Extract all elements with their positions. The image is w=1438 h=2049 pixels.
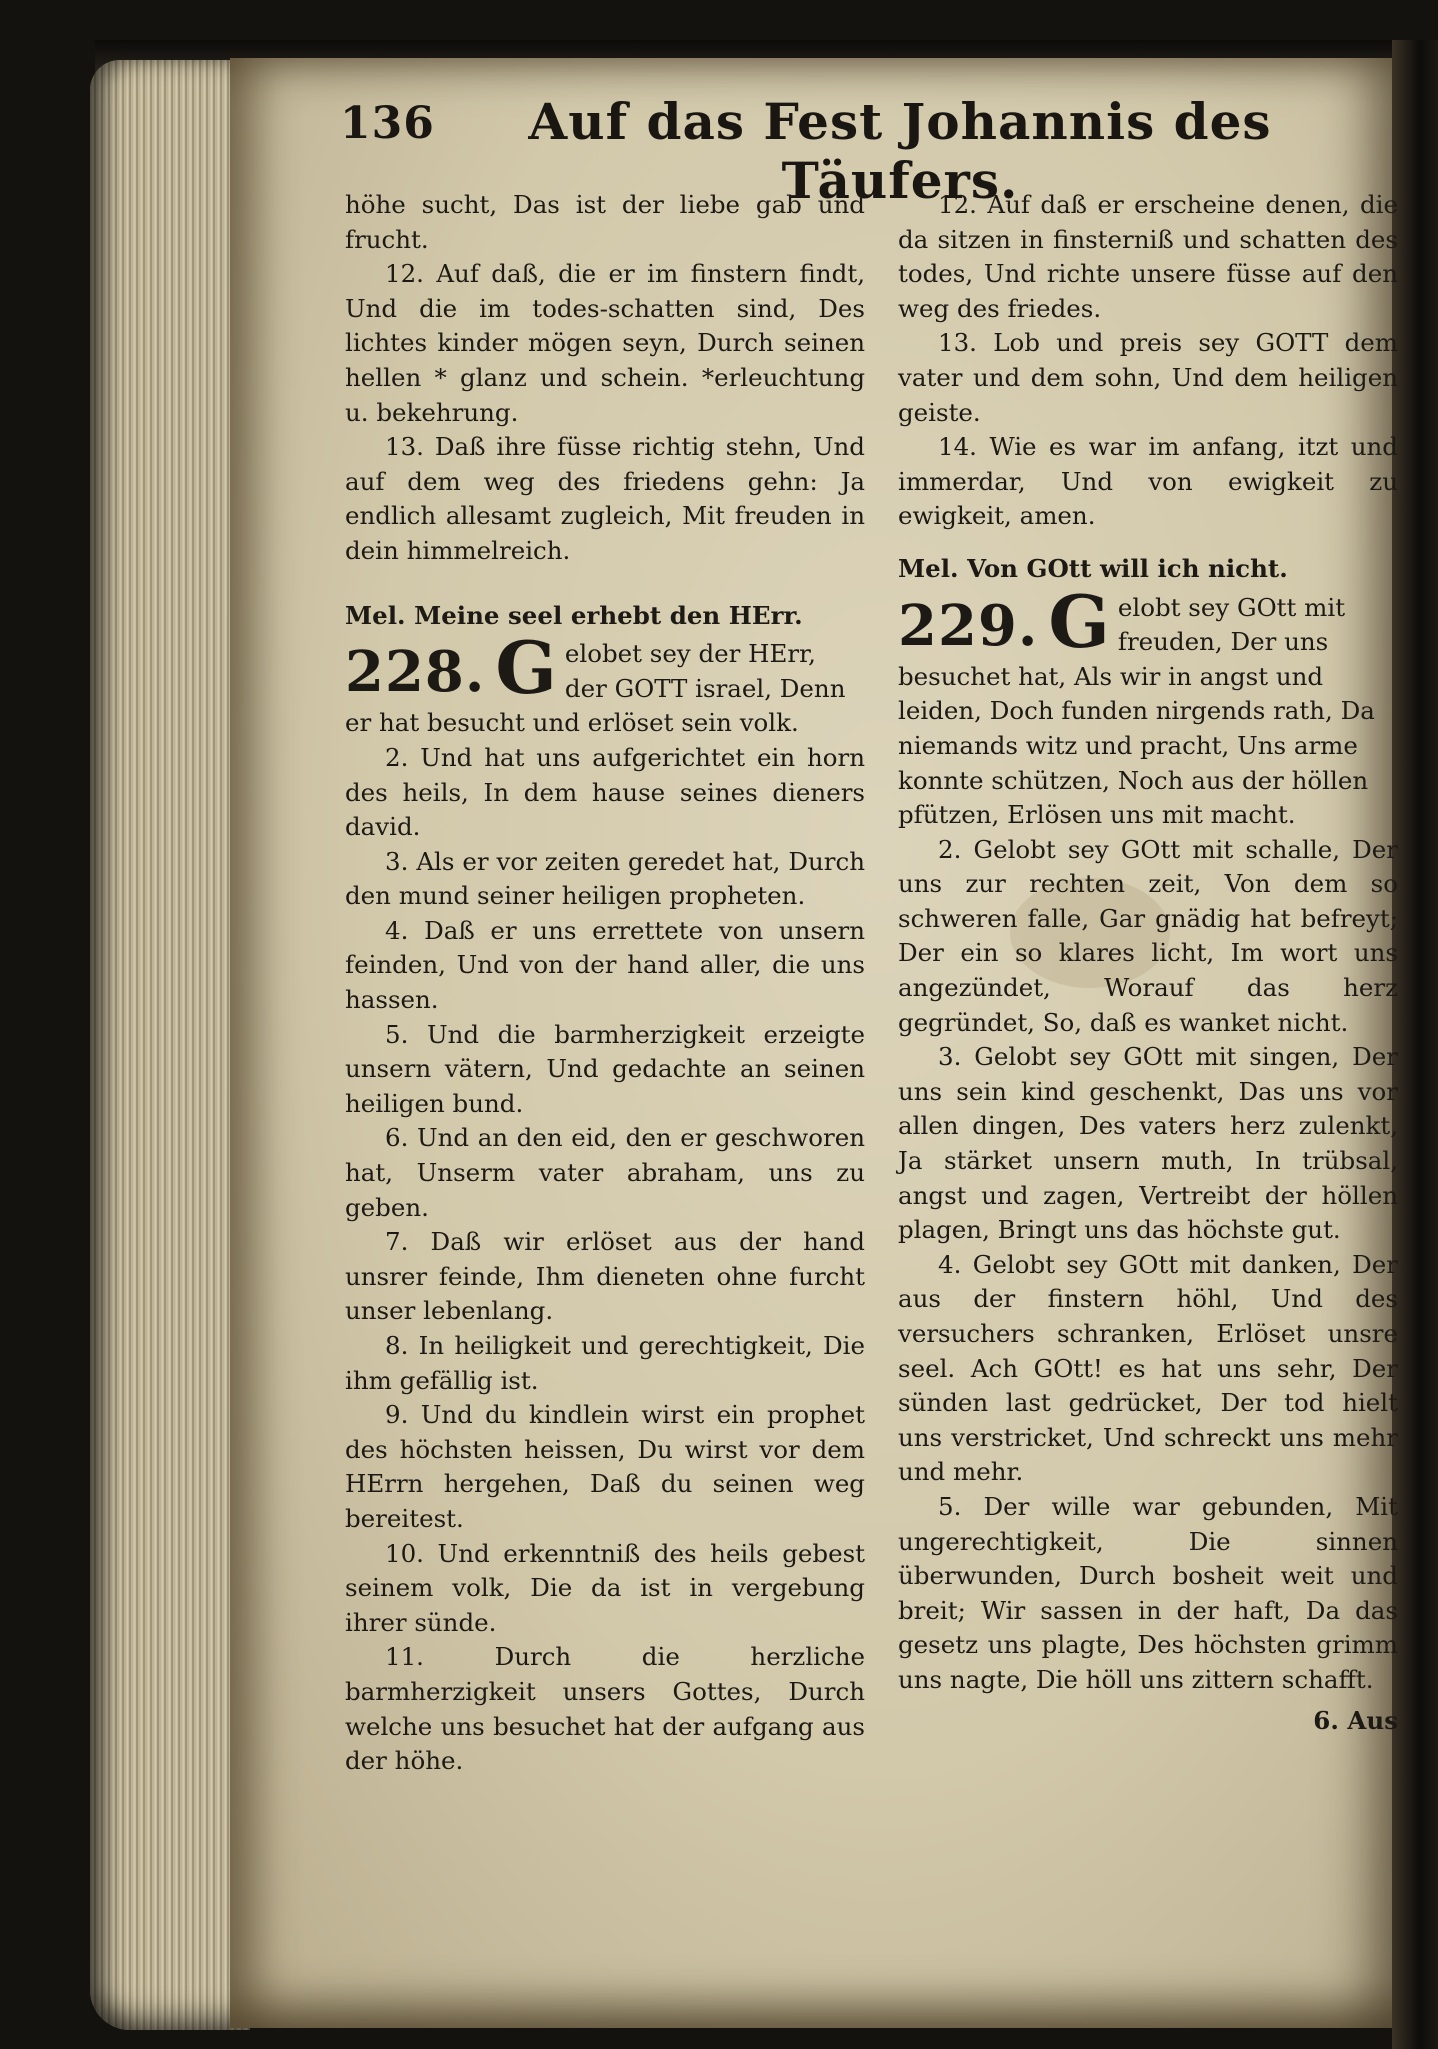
- verse: 3. Als er vor zeiten geredet hat, Durch den mund seiner heiligen propheten.: [345, 846, 865, 911]
- drop-initial: G: [495, 625, 557, 711]
- verse: 5. Und die barmherzigkeit erzeigte unsern vätern, Und gedachte an seinen heiligen bund.: [345, 1019, 865, 1118]
- verse: 4. Daß er uns errettete von unsern feinden, Und von der hand aller, die uns hassen.: [345, 915, 865, 1015]
- verse: 14. Wie es war im anfang, itzt und immerdar, Und von ewigkeit zu ewigkeit, amen.: [898, 432, 1398, 531]
- verse: 2. Gelobt sey GOtt mit schalle, Der uns zur rechten zeit, Von dem so schweren falle, Gar gnädig hat befreyt; Der ein so klares licht, Im wort uns angezündet, Worauf das herz gegründet, So, daß es wanket nicht.: [898, 834, 1398, 1037]
- verse: 12. Auf daß, die er im finstern findt, Und die im todes-schatten sind, Des lichtes kinder mögen seyn, Durch seinen hellen * glanz und schein. *erleuchtung u. bekehrung.: [345, 259, 865, 427]
- hymn-number: 229.: [898, 592, 1039, 659]
- page-number: 136: [340, 98, 435, 149]
- hymn-228: [345, 625, 865, 741]
- verse: 9. Und du kindlein wirst ein prophet des höchsten heissen, Du wirst vor dem HErrn hergehen, Daß du seinen weg bereitest.: [345, 1400, 865, 1533]
- verse: 13. Lob und preis sey GOTT dem vater und dem sohn, Und dem heiligen geiste.: [898, 328, 1398, 427]
- verse: 2. Und hat uns aufgerichtet ein horn des heils, In dem hause seines dieners david.: [345, 742, 865, 842]
- hymn-229: [898, 578, 1398, 833]
- continuation-text: höhe sucht, Das ist der liebe gab und frucht.: [345, 190, 865, 254]
- verse: 10. Und erkenntniß des heils gebest seinem volk, Die da ist in vergebung ihrer sünde.: [345, 1538, 865, 1637]
- running-head: Auf das Fest Johannis des Täufers.: [528, 92, 1272, 210]
- left-column: [345, 188, 865, 1779]
- right-column: [898, 188, 1398, 1763]
- verse: 3. Gelobt sey GOtt mit singen, Der uns sein kind geschenkt, Das uns vor allen dingen, Des vaters herz zulenkt, Ja stärket unsern muth, In trübsal, angst und zagen, Vertreibt der höllen plagen, Bringt uns das höchste gut.: [898, 1042, 1398, 1245]
- verse: 7. Daß wir erlöset aus der hand unsrer feinde, Ihm dieneten ohne furcht unser lebenlang.: [345, 1227, 865, 1326]
- melody-line: Mel. Von GOtt will ich nicht.: [898, 553, 1288, 583]
- catchword: 6. Aus: [1313, 1705, 1398, 1735]
- verse: 12. Auf daß er erscheine denen, die da sitzen in finsterniß und schatten des todes, Und richte unsere füsse auf den weg des friedes.: [898, 190, 1398, 323]
- melody-line: Mel. Meine seel erhebt den HErr.: [345, 600, 803, 630]
- verse: 13. Daß ihre füsse richtig stehn, Und auf dem weg des friedens gehn: Ja endlich allesamt zugleich, Mit freuden in dein himmelreich.: [345, 432, 865, 565]
- first-verse: elobt sey GOtt mit freuden, Der uns besuchet hat, Als wir in angst und leiden, Doch funden nirgends rath, Da niemands witz und pracht, Uns arme konnte schützen, Noch aus der höllen pfützen, Erlösen uns mit macht.: [898, 592, 1375, 830]
- verse: 8. In heiligkeit und gerechtigkeit, Die ihm gefällig ist.: [345, 1331, 865, 1395]
- verse: 11. Durch die herzliche barmherzigkeit unsers Gottes, Durch welche uns besuchet hat der aufgang aus der höhe.: [345, 1642, 865, 1776]
- verse: 5. Der wille war gebunden, Mit ungerechtigkeit, Die sinnen überwunden, Durch bosheit weit und breit; Wir sassen in der haft, Da das gesetz uns plagte, Des höchsten grimm uns nagte, Die höll uns zittern schafft.: [898, 1491, 1398, 1694]
- page-stack-edge: [90, 60, 250, 2030]
- drop-initial: G: [1048, 578, 1110, 664]
- verse: 6. Und an den eid, den er geschworen hat, Unserm vater abraham, uns zu geben.: [345, 1123, 865, 1222]
- verse: 4. Gelobt sey GOtt mit danken, Der aus der finstern höhl, Und des versuchers schranken, Erlöset unsre seel. Ach GOtt! es hat uns sehr, Der sünden last gedrücket, Der tod hielt uns verstricket, Und schreckt uns mehr und mehr.: [898, 1249, 1398, 1487]
- first-verse: elobet sey der HErr, der GOTT israel, Denn er hat besucht und erlöset sein volk.: [345, 639, 846, 738]
- book-gutter: [1392, 40, 1438, 2049]
- hymn-number: 228.: [345, 639, 486, 706]
